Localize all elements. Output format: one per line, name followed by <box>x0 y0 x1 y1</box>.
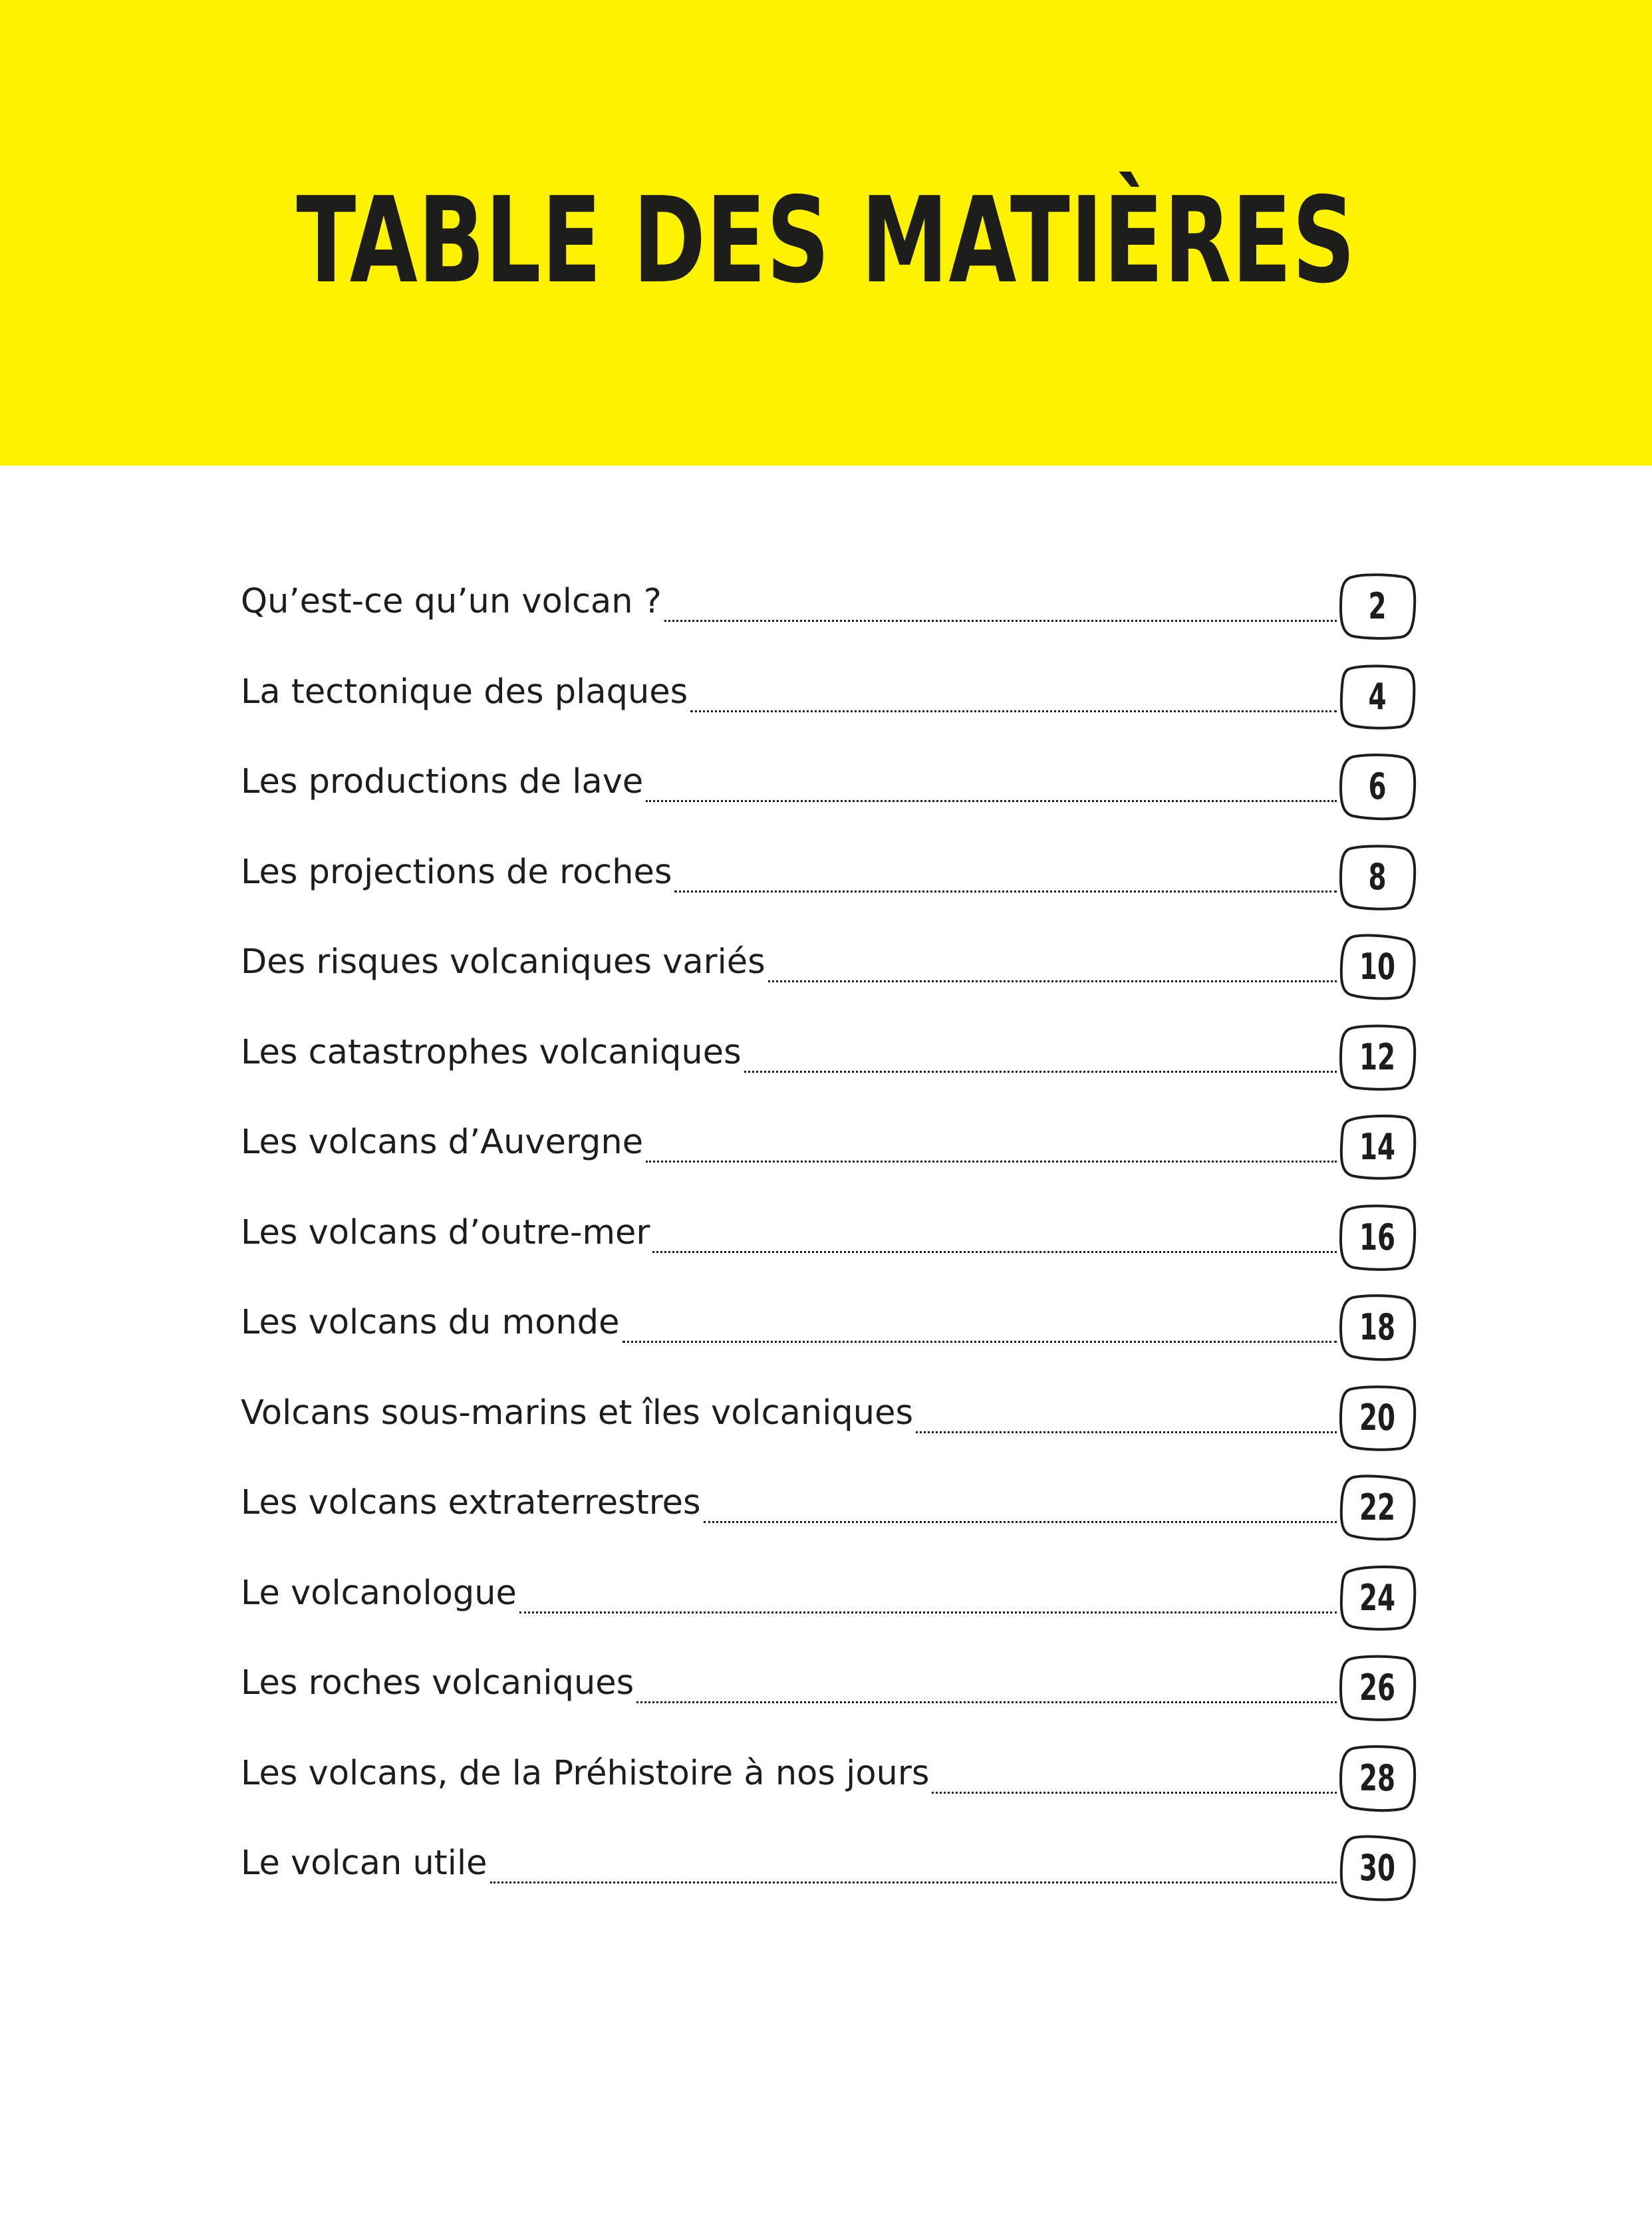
page-number: 10 <box>1359 946 1396 988</box>
page-number: 4 <box>1368 675 1387 718</box>
page-number-badge <box>1337 841 1418 913</box>
page-number-badge <box>1337 1832 1418 1904</box>
toc-entry[interactable] <box>241 1390 1418 1480</box>
dot-leader <box>690 710 1337 712</box>
toc-entry[interactable] <box>241 1750 1418 1841</box>
page-number-badge <box>1337 571 1418 642</box>
toc-entry[interactable] <box>241 939 1418 1030</box>
toc-entry[interactable] <box>241 759 1418 849</box>
toc-entry-label: Les volcans d’outre-mer <box>241 1212 650 1252</box>
page-number: 20 <box>1359 1396 1396 1439</box>
dot-leader <box>490 1881 1337 1883</box>
dot-leader <box>916 1431 1337 1433</box>
toc-entry[interactable] <box>241 1660 1418 1750</box>
toc-entry[interactable] <box>241 1840 1418 1931</box>
toc-entry-label: Les catastrophes volcaniques <box>241 1032 742 1072</box>
page-number-badge <box>1337 1652 1418 1724</box>
page-number: 12 <box>1359 1036 1396 1078</box>
page-number: 18 <box>1359 1306 1396 1348</box>
page-number-badge <box>1337 1562 1418 1634</box>
dot-leader <box>636 1701 1337 1703</box>
toc-entry[interactable] <box>241 1119 1418 1210</box>
dot-leader <box>622 1341 1337 1343</box>
dot-leader <box>768 980 1337 982</box>
toc-entry-label: Des risques volcaniques variés <box>241 942 765 982</box>
toc-entry-label: Le volcanologue <box>241 1573 517 1613</box>
page-title: TABLE DES MATIÈRES <box>296 172 1356 309</box>
dot-leader <box>646 800 1337 802</box>
toc-entry-label: Les projections de roches <box>241 852 672 892</box>
page-number: 24 <box>1359 1576 1396 1619</box>
toc-entry-label: Les volcans d’Auvergne <box>241 1123 644 1162</box>
page-number: 16 <box>1359 1216 1396 1258</box>
toc-entry[interactable] <box>241 1210 1418 1300</box>
page-number-badge <box>1337 751 1418 823</box>
page-number-badge <box>1337 661 1418 733</box>
page-number: 8 <box>1368 855 1387 898</box>
header-banner <box>0 0 1652 466</box>
page-number-badge <box>1337 1202 1418 1274</box>
toc-entry[interactable] <box>241 1480 1418 1570</box>
page-number-badge <box>1337 931 1418 1003</box>
toc-entry-label: Le volcan utile <box>241 1844 487 1883</box>
page-number-badge <box>1337 1111 1418 1183</box>
toc-entry-label: Les productions de lave <box>241 762 644 801</box>
dot-leader <box>519 1611 1337 1613</box>
page-number: 2 <box>1368 585 1387 627</box>
page-number: 28 <box>1359 1756 1396 1799</box>
dot-leader <box>674 891 1337 893</box>
page-number-badge <box>1337 1022 1418 1093</box>
toc-entry[interactable] <box>241 1300 1418 1390</box>
toc-entry-label: Qu’est-ce qu’un volcan ? <box>241 582 662 621</box>
toc-entry-label: Les volcans, de la Préhistoire à nos jours <box>241 1753 930 1793</box>
page-number-badge <box>1337 1742 1418 1814</box>
page-number-badge <box>1337 1472 1418 1544</box>
page-number-badge <box>1337 1292 1418 1363</box>
page-number: 14 <box>1359 1126 1396 1168</box>
toc-entry[interactable] <box>241 669 1418 760</box>
page-number: 22 <box>1359 1486 1396 1528</box>
toc-entry-label: La tectonique des plaques <box>241 672 688 712</box>
dot-leader <box>664 620 1337 622</box>
dot-leader <box>646 1161 1337 1163</box>
toc-entry-label: Volcans sous-marins et îles volcaniques <box>241 1393 914 1433</box>
toc-entry-label: Les volcans du monde <box>241 1303 620 1342</box>
toc-entry-label: Les volcans extraterrestres <box>241 1483 701 1522</box>
page-number-badge <box>1337 1382 1418 1454</box>
table-of-contents <box>241 579 1418 1931</box>
dot-leader <box>652 1251 1337 1253</box>
toc-entry-label: Les roches volcaniques <box>241 1663 634 1703</box>
page-number: 26 <box>1359 1667 1396 1709</box>
toc-entry[interactable] <box>241 1030 1418 1120</box>
page-number: 6 <box>1368 765 1387 807</box>
toc-entry[interactable] <box>241 579 1418 669</box>
dot-leader <box>704 1521 1337 1523</box>
toc-entry[interactable] <box>241 1570 1418 1661</box>
dot-leader <box>932 1792 1337 1794</box>
toc-entry[interactable] <box>241 849 1418 940</box>
dot-leader <box>744 1071 1337 1073</box>
page-number: 30 <box>1359 1847 1396 1889</box>
